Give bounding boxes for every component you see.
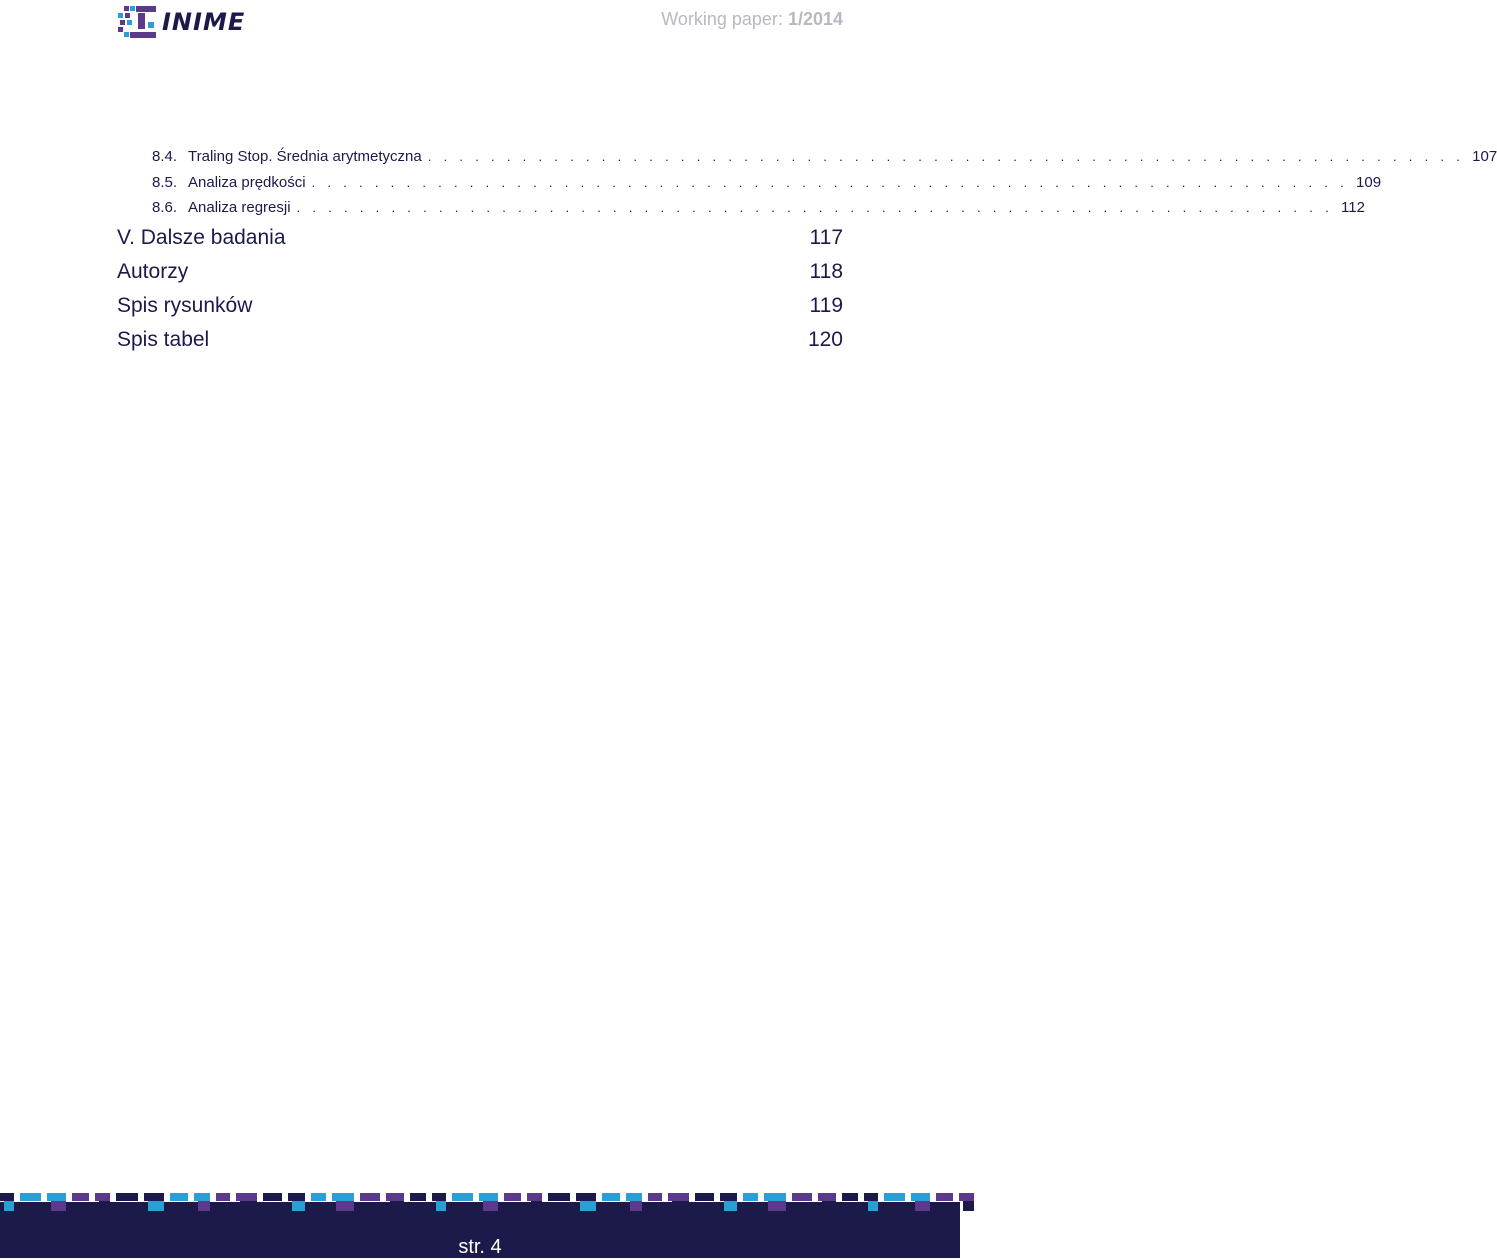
toc-chapter-spis-tabel[interactable]	[117, 323, 843, 357]
footer-pattern-tile	[311, 1193, 326, 1201]
toc-chapter-title: Spis tabel	[117, 327, 210, 351]
toc-entry-number: 8.4.	[152, 148, 178, 166]
footer-pattern-tile	[720, 1193, 737, 1201]
footer-pattern-tile	[818, 1193, 836, 1201]
toc-chapter-title: Autorzy	[117, 259, 189, 283]
page-header	[0, 0, 960, 50]
footer-pattern-tile	[743, 1193, 758, 1201]
footer-pattern-tile	[194, 1193, 210, 1201]
footer-pattern-tile	[479, 1193, 498, 1201]
footer-pattern-tile	[580, 1201, 596, 1211]
toc-chapter-title: Spis rysunków	[117, 293, 253, 317]
footer-pattern-tile	[626, 1193, 642, 1201]
toc-entry-title: Analiza regresji	[188, 199, 297, 216]
table-of-contents	[117, 144, 1497, 357]
toc-entry-8-6[interactable]	[117, 195, 1365, 221]
footer-pattern-tile	[116, 1193, 138, 1201]
footer-pattern-tile	[868, 1201, 878, 1211]
footer-pattern-tile	[792, 1193, 812, 1201]
toc-entry-page: 109	[1356, 173, 1382, 191]
footer-pattern-tile	[432, 1193, 446, 1201]
footer-pattern-tile	[963, 1201, 974, 1211]
footer-pattern-tile	[47, 1193, 66, 1201]
footer-pattern-tile	[884, 1193, 905, 1201]
footer-pattern-tile	[0, 1193, 14, 1201]
logo-text: INIME	[162, 8, 246, 36]
toc-entry-number: 8.6.	[152, 199, 178, 217]
toc-entry-page: 107	[1472, 148, 1497, 166]
footer-pattern-tile	[842, 1193, 858, 1201]
footer-pattern-tile	[216, 1193, 230, 1201]
toc-leader-dots: . . . . . . . . . . . . . . . . . . . . . . . . . . . . . . . . . . . . . . . . . . . . . . . . . . . . . . . . . . . . . . . . . .	[311, 174, 1349, 190]
footer-pattern-tile	[668, 1193, 689, 1201]
footer-pattern-tile	[436, 1201, 446, 1211]
inime-logo	[116, 4, 245, 40]
footer-pattern-tile	[531, 1201, 542, 1211]
toc-chapter-spis-rysunkow[interactable]	[117, 289, 843, 323]
toc-chapter-title: V. Dalsze badania	[117, 225, 286, 249]
footer-pattern-tile	[452, 1193, 473, 1201]
working-paper-number: 1/2014	[787, 9, 843, 29]
footer-pattern-tile	[240, 1201, 257, 1211]
footer-pattern-tile	[386, 1193, 404, 1201]
footer-pattern-tile	[602, 1193, 620, 1201]
footer-pattern-tile	[648, 1193, 662, 1201]
footer-pattern-tile	[148, 1201, 164, 1211]
footer-pattern-tile	[236, 1193, 257, 1201]
footer-pattern-tile	[548, 1193, 570, 1201]
footer-pattern-tile	[99, 1201, 110, 1211]
footer-pattern-tile	[198, 1201, 210, 1211]
footer-pattern-tile	[822, 1201, 836, 1211]
toc-chapter-autorzy[interactable]	[117, 255, 843, 289]
footer-pattern-tile	[915, 1201, 930, 1211]
footer-pattern-tile	[4, 1201, 14, 1211]
footer-pattern-tile	[936, 1193, 953, 1201]
footer-pattern-tile	[911, 1193, 930, 1201]
toc-chapter-page: 117	[809, 225, 843, 249]
toc-entry-title: Traling Stop. Średnia arytmetyczna	[188, 148, 428, 165]
footer-pattern-tile	[360, 1193, 380, 1201]
footer-pattern-tile	[263, 1193, 282, 1201]
toc-leader-dots: . . . . . . . . . . . . . . . . . . . . . . . . . . . . . . . . . . . . . . . . . . . . . . . . . . . . . . . . . . . . . . . . . .	[427, 149, 1465, 165]
footer-pattern-tile	[483, 1201, 498, 1211]
footer-pattern-tile	[672, 1201, 689, 1211]
footer-pattern-tile	[390, 1201, 404, 1211]
footer-pattern-tile	[576, 1193, 596, 1201]
footer-pattern-tile	[768, 1201, 786, 1211]
footer-pattern-tile	[959, 1193, 974, 1201]
toc-entry-number: 8.5.	[152, 173, 178, 191]
footer-pattern-tile	[527, 1193, 542, 1201]
toc-entry-8-5[interactable]	[117, 170, 1382, 196]
footer-pattern-tile	[95, 1193, 110, 1201]
footer-pattern-tile	[630, 1201, 642, 1211]
footer-pattern-tile	[292, 1201, 305, 1211]
page-number: str. 4	[458, 1236, 502, 1258]
footer-pattern-tile	[695, 1193, 714, 1201]
working-paper-prefix: Working paper:	[661, 9, 783, 29]
footer-pattern-tile	[51, 1201, 66, 1211]
toc-chapter-page: 119	[809, 293, 843, 317]
footer-pattern-tile	[504, 1193, 521, 1201]
footer-pattern-tile	[72, 1193, 89, 1201]
toc-chapter-page: 118	[809, 259, 843, 283]
footer-pattern-tile	[864, 1193, 878, 1201]
toc-chapter-dalsze-badania[interactable]	[117, 221, 843, 255]
toc-leader-dots: . . . . . . . . . . . . . . . . . . . . . . . . . . . . . . . . . . . . . . . . . . . . . . . . . . . . . . . . . . . . . . . . . .	[296, 200, 1333, 216]
toc-chapter-page: 120	[807, 327, 843, 351]
toc-entry-page: 112	[1341, 199, 1365, 217]
footer-pattern-tile	[170, 1193, 188, 1201]
toc-entry-title: Analiza prędkości	[188, 174, 312, 191]
footer-pattern-tile	[20, 1193, 41, 1201]
footer-pattern-tile	[724, 1201, 737, 1211]
footer-pattern-tile	[764, 1193, 786, 1201]
toc-entry-8-4[interactable]	[117, 144, 1497, 170]
working-paper-label	[661, 9, 843, 30]
footer-pattern-tile	[410, 1193, 426, 1201]
footer-pattern-tile	[336, 1201, 354, 1211]
logo-mark-icon	[116, 4, 158, 40]
footer-pattern-tile	[144, 1193, 164, 1201]
footer-pattern-tile	[332, 1193, 354, 1201]
footer-pattern-tile	[288, 1193, 305, 1201]
